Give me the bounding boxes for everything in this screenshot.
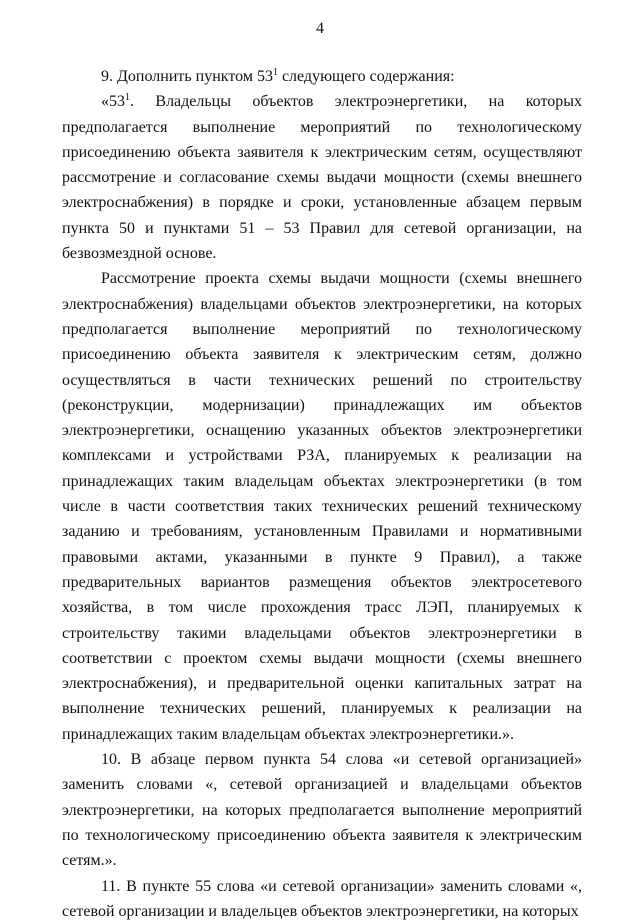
paragraph-item-11	[62, 874, 582, 924]
paragraph-item-53-1	[62, 89, 582, 266]
paragraph-review-scope	[62, 266, 582, 747]
paragraph-item-10	[62, 747, 582, 873]
paragraph-text: . Владельцы объектов электроэнергетики, на которых предполагается выполнение мероприятий по технологическому присоединению объекта заявителя к электрическим сетям, осуществляют рассмотрение и согласование схемы выдачи мощности (схемы внешнего электроснабжения) в порядке и сроки, установленные абзацем первым пункта 50 и пунктами 51 – 53 Правил для сетевой организации, на безвозмездной основе.	[62, 93, 582, 262]
page-number: 4	[0, 20, 640, 38]
superscript-index: 1	[125, 92, 130, 103]
superscript-index: 1	[273, 67, 278, 78]
paragraph-text: «53	[101, 93, 125, 110]
paragraph-text: Рассмотрение проекта схемы выдачи мощности (схемы внешнего электроснабжения) владельцами объектов электроэнергетики, на которых предполагается выполнение мероприятий по технологическому присоединению объекта заявителя к электрическим сетям, должно осуществляться в части технических решений по строительству (реконструкции, модернизации) принадлежащих им объектов электроэнергетики, оснащению указанных объектов электроэнергетики комплексами и устройствами РЗА, планируемых к реализации на принадлежащих таким владельцам объектах электроэнергетики (в том числе в части соответствия таких технических решений техническому заданию и требованиям, установленным Правилами и нормативными правовыми актами, указанными в пункте 9 Правил), а также предварительных вариантов размещения объектов электросетевого хозяйства, в том числе прохождения трасс ЛЭП, планируемых к строительству такими владельцами объектов электроэнергетики в соответствии с проектом схемы выдачи мощности (схемы внешнего электроснабжения), и предварительной оценки капитальных затрат на выполнение технических решений, планируемых к реализации на принадлежащих таким владельцам объектах электроэнергетики.».	[62, 270, 582, 742]
document-body	[62, 64, 582, 924]
paragraph-text: 9. Дополнить пунктом 53	[101, 68, 273, 85]
paragraph-text: следующего содержания:	[278, 68, 455, 85]
paragraph-item-9	[62, 64, 582, 89]
paragraph-text: 10. В абзаце первом пункта 54 слова «и сетевой организацией» заменить словами «, сетевой организацией и владельцами объектов электроэнергетики, на которых предполагается выполнение мероприятий по технологическому присоединению объекта заявителя к электрическим сетям.».	[62, 751, 582, 869]
paragraph-text: 11. В пункте 55 слова «и сетевой организации» заменить словами «, сетевой организации и владельцев объектов электроэнергетики, на которых	[62, 878, 582, 920]
